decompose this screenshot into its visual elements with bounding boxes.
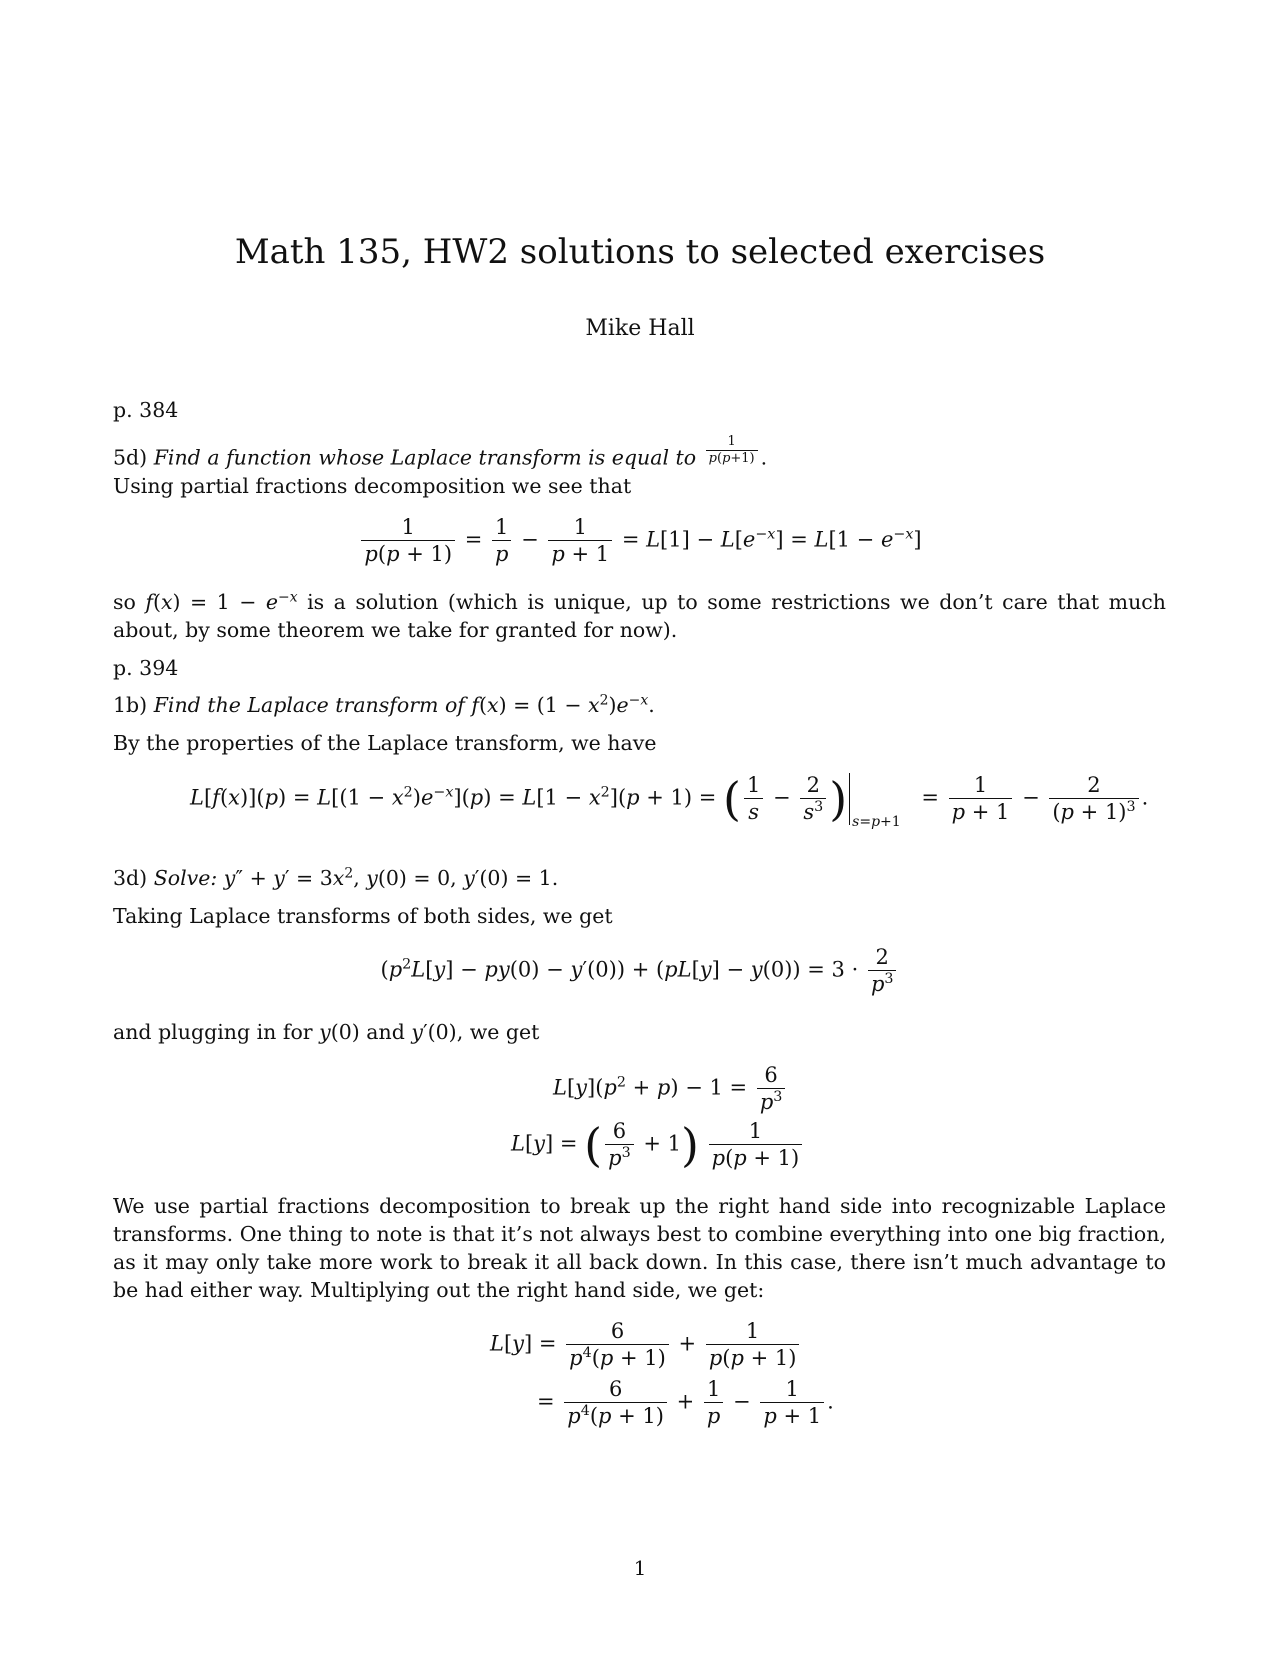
exercise-5d-intro: Using partial fractions decomposition we see that: [113, 474, 632, 498]
section-page-ref-394: p. 394: [113, 656, 179, 680]
equation-align-line-2: L[y] = ( $\frac{6}{p^3}$ + 1) $\frac{1}{p(p + 1)}$: [511, 1118, 805, 1172]
exercise-1b-intro: By the properties of the Laplace transform, we have: [113, 731, 657, 755]
exercise-3d-plugging: and plugging in for y(0) and y′(0), we get: [113, 1020, 540, 1044]
section-page-ref-384: p. 384: [113, 398, 179, 422]
exercise-5d-statement: 5d) Find a function whose Laplace transform is equal to $\frac{1}{p(p+1)}$ .: [113, 434, 768, 470]
author-name: Mike Hall: [585, 316, 695, 341]
math-fraction: $\frac{1}{p(p+1)}$: [706, 434, 758, 468]
exercise-5d-conclusion: so $f(x) = 1 - e^{-x}$ is a solution (which is unique, up to some restrictions we don’t care that much about, by some theorem we take for granted for now).: [113, 589, 1166, 642]
exercise-3d-statement: 3d) Solve: $y'' + y' = 3x^2$, y(0) = 0, y′(0) = 1.: [113, 865, 559, 890]
equation-align-line-1: $L[y](p^2 + p) - 1$ = $\frac{6}{p^3}$: [553, 1062, 788, 1116]
equation-transformed-ode: $(p^2L[y] - py(0) - y'(0)) + (pL[y] - y(0)) = 3$ · $\frac{2}{p^3}$: [0, 944, 1280, 998]
page-number: 1: [633, 1556, 647, 1580]
exercise-3d-intro: Taking Laplace transforms of both sides, we get: [113, 904, 613, 928]
equation-multiplied-line-2: = $\frac{6}{p^4(p + 1)}$ + $\frac{1}{p}$ − $\frac{1}{p + 1}$ .: [537, 1377, 834, 1429]
equation-multiplied-line-1: L[y] = $\frac{6}{p^4(p + 1)}$ + $\frac{1}{p(p + 1)}$: [490, 1318, 802, 1372]
partial-fractions-explanation: We use partial fractions decomposition to break up the right hand side into recognizable Laplace transforms. One thing to note is that it’s not always best to combine everything into one big fraction, as it may only take more work to break it all back down. In this case, there isn’t much advantage to be had either way. Multiplying out the right hand side, we get:: [113, 1194, 1166, 1302]
equation-partial-fractions-5d: $\frac{1}{p(p + 1)}$ = $\frac{1}{p}$ − $\frac{1}{p + 1}$ = $L[1] - L[e^{-x}] = L[1 - e^{-x}]$: [0, 514, 1280, 568]
page-title: Math 135, HW2 solutions to selected exercises: [234, 232, 1046, 272]
exercise-1b-statement: 1b) Find the Laplace transform of $f(x) = (1 - x^2)e^{-x}$.: [113, 692, 655, 717]
exercise-label: 5d): [113, 445, 148, 470]
exercise-prompt: Find a function whose Laplace transform is equal to: [153, 445, 697, 470]
equation-laplace-1b: $L[f(x)](p) = L[(1 - x^2)e^{-x}](p) = L[1 - x^2](p + 1)$ = ( $\frac{1}{s}$ − $\frac{2}{s^3}$ ) $_{s=p+1}$ = $\frac{1}{p + 1}$ − $\frac{2}{(p + 1)^3}$ .: [190, 771, 1149, 831]
